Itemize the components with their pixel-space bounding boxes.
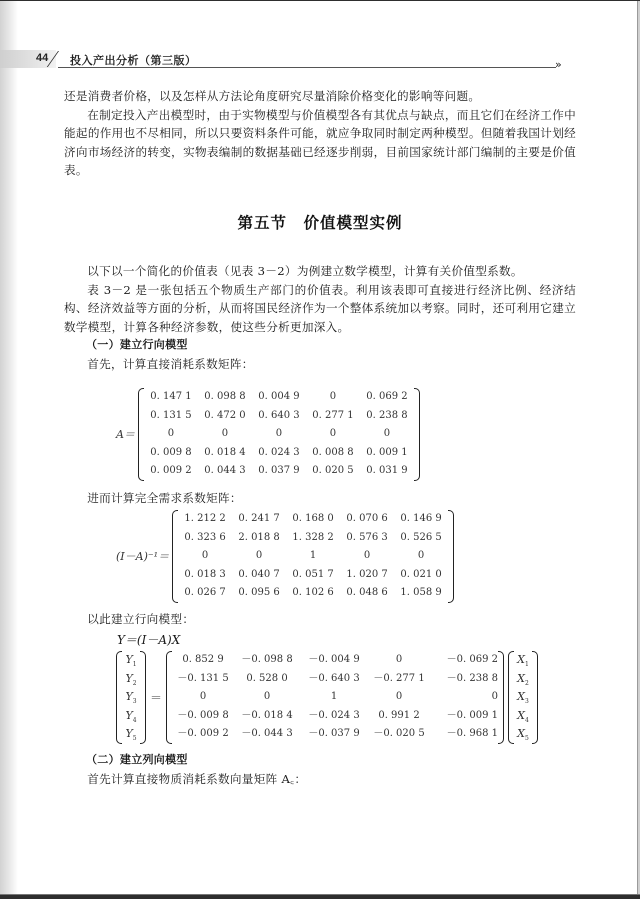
matrix-cell: 0. 146 9 <box>400 513 442 524</box>
matrix-a-label: A＝ <box>116 428 135 442</box>
matrix-cell: 0. 020 5 <box>312 465 354 476</box>
matrix-cell: －0. 009 1 <box>446 709 499 721</box>
matrix-cell: 0. 009 8 <box>150 446 192 458</box>
matrix-cell: －0. 020 5 <box>373 728 425 739</box>
matrix-cell: 0. 009 2 <box>150 465 192 476</box>
matrix-cell: 2. 018 8 <box>238 531 280 543</box>
matrix-cell: 1. 020 7 <box>346 568 388 580</box>
paragraph: 表 3－2 是一张包括五个物质生产部门的价值表。利用该表即可直接进行经济比例、经济结构、经济效益等方面的分析，从而将国民经济作为一个整体系统加以考察。同时，还可利用它建立数学模型，计算各种经济参数，使这些分析更加深入。 <box>64 282 576 334</box>
matrix-cell: 0 <box>395 654 403 665</box>
matrix-cell: 0. 852 9 <box>182 654 224 665</box>
window-top-border <box>0 0 640 1</box>
vector-element: $Y_5$ <box>125 727 137 743</box>
matrix-cell: 0. 040 7 <box>238 568 280 580</box>
running-header <box>0 50 640 72</box>
subsection-heading: （一）建立行向模型 <box>86 338 188 351</box>
matrix-cell: 0. 323 6 <box>184 531 226 543</box>
vector-element: $X_3$ <box>517 690 529 706</box>
inverse-matrix <box>172 510 454 603</box>
matrix-cell: 0 <box>395 691 403 702</box>
matrix-cell: 0 <box>329 391 337 402</box>
matrix-cell: 0. 526 5 <box>400 531 442 543</box>
section-title: 第五节 价值模型实例 <box>237 214 403 232</box>
matrix-cell: 0. 004 9 <box>258 391 300 402</box>
matrix-cell: 0 <box>363 550 371 561</box>
paragraph: 进而计算完全需求系数矩阵： <box>87 491 242 505</box>
matrix-cell: 0. 168 0 <box>292 513 334 524</box>
vector-element: $X_4$ <box>517 708 529 724</box>
matrix-cell: 0. 024 3 <box>258 446 300 458</box>
matrix-cell: 0 <box>275 428 283 439</box>
section-text-block <box>64 262 576 373</box>
matrix-a-equation <box>116 388 420 481</box>
double-chevron-right-icon: » <box>555 58 559 71</box>
matrix-cell: 1. 328 2 <box>292 531 334 543</box>
matrix-cell: －0. 131 5 <box>177 672 229 684</box>
matrix-cell: －0. 037 9 <box>308 728 360 739</box>
paragraph: 在制定投入产出模型时，由于实物模型与价值模型各有其优点与缺点，而且它们在经济工作中能起的作用也不尽相同，所以只要资料条件可能，就应争取同时制定两种模型。但随着我国计划经济向市场经济的转变，实物表编制的数据基础已经逐步削弱，目前国家统计部门编制的主要是价值表。 <box>64 107 576 177</box>
matrix-a <box>138 388 420 481</box>
matrix-cell: 0. 044 3 <box>204 465 246 476</box>
matrix-cell: －0. 640 3 <box>308 672 360 684</box>
matrix-cell: －0. 044 3 <box>241 728 293 739</box>
header-rule <box>58 67 556 68</box>
window-bottom-border <box>0 894 640 899</box>
vector-element: $X_5$ <box>517 727 529 743</box>
matrix-cell: 0. 991 2 <box>378 709 420 721</box>
matrix-cell: 0 <box>221 428 229 439</box>
matrix-cell: 0 <box>167 428 175 439</box>
matrix-cell: 0. 576 3 <box>346 531 388 543</box>
intro-text-block <box>64 87 576 180</box>
vector-x <box>508 651 538 744</box>
matrix-cell: 0. 095 6 <box>238 587 280 598</box>
matrix-cell: 1 <box>330 691 338 702</box>
vector-element: $X_1$ <box>517 653 529 669</box>
matrix-cell: 0. 472 0 <box>204 409 246 421</box>
inverse-matrix-label: (I－A)⁻¹＝ <box>116 550 170 564</box>
matrix-cell: 0. 238 8 <box>366 409 408 421</box>
vector-element: $X_2$ <box>517 671 529 687</box>
matrix-cell: 0. 018 3 <box>184 568 226 580</box>
matrix-cell: 0. 008 8 <box>312 446 354 458</box>
vector-element: $Y_3$ <box>125 690 137 706</box>
paragraph: 首先计算直接物质消耗系数向量矩阵 A꜀： <box>87 771 307 786</box>
page-gutter-shadow <box>0 1 18 895</box>
matrix-cell: －0. 968 1 <box>446 728 499 739</box>
matrix-cell: －0. 098 8 <box>241 654 293 665</box>
book-title: 投入产出分析（第三版） <box>70 55 197 67</box>
matrix-cell: 0. 021 0 <box>400 568 442 580</box>
column-model-text <box>64 751 576 788</box>
matrix-cell: －0. 018 4 <box>241 709 293 721</box>
paragraph: 以此建立行向模型： <box>87 612 195 626</box>
matrix-cell: 0 <box>491 691 499 702</box>
matrix-cell: 1. 058 9 <box>400 587 442 598</box>
matrix-cell: －0. 238 8 <box>446 672 499 684</box>
matrix-cell: 0 <box>329 428 337 439</box>
vector-y <box>116 651 146 744</box>
matrix-cell: 0. 277 1 <box>312 409 354 421</box>
matrix-cell: 0. 640 3 <box>258 409 300 421</box>
matrix-cell: －0. 009 2 <box>177 728 229 739</box>
matrix-cell: 0. 147 1 <box>150 391 192 402</box>
matrix-cell: 0. 241 7 <box>238 513 280 524</box>
matrix-cell: 0. 048 6 <box>346 587 388 598</box>
matrix-cell: 0. 131 5 <box>150 409 192 421</box>
paragraph: 首先，计算直接消耗系数矩阵： <box>87 356 254 371</box>
matrix-cell: 0. 009 1 <box>366 446 408 458</box>
matrix-cell: 0. 037 9 <box>258 465 300 476</box>
paragraph: 还是消费者价格，以及怎样从方法论角度研究尽量消除价格变化的影响等问题。 <box>64 89 481 103</box>
row-model-equation <box>116 651 538 744</box>
vector-element: $Y_2$ <box>125 671 137 687</box>
row-model-formula: Y＝(I－A)X <box>117 633 181 647</box>
matrix-cell: 1. 212 2 <box>184 513 226 524</box>
matrix-cell: －0. 024 3 <box>308 709 360 721</box>
inverse-matrix-equation <box>116 510 454 603</box>
vector-element: $Y_4$ <box>125 708 137 724</box>
page-number: 44 <box>36 52 49 64</box>
matrix-cell: 0. 069 2 <box>366 391 408 402</box>
matrix-cell: 0. 051 7 <box>292 568 334 580</box>
matrix-cell: 0. 102 6 <box>292 587 334 598</box>
total-demand-text <box>64 489 576 508</box>
equals-sign: ＝ <box>150 690 163 705</box>
matrix-cell: 0 <box>255 550 263 561</box>
matrix-cell: 0. 070 6 <box>346 513 388 524</box>
matrix-cell: －0. 069 2 <box>446 654 499 665</box>
matrix-cell: 0 <box>199 691 207 702</box>
coefficient-matrix <box>166 651 504 744</box>
row-model-text <box>64 610 576 629</box>
matrix-cell: 0 <box>383 428 391 439</box>
matrix-cell: 0. 031 9 <box>366 465 408 476</box>
matrix-cell: 0. 018 4 <box>204 446 246 458</box>
paragraph: 以下以一个简化的价值表（见表 3－2）为例建立数学模型，计算有关价值型系数。 <box>87 264 523 278</box>
subsection-heading: （二）建立列向模型 <box>86 753 188 766</box>
matrix-cell: －0. 277 1 <box>373 672 425 684</box>
matrix-cell: －0. 009 8 <box>177 709 229 721</box>
matrix-cell: 0. 026 7 <box>184 587 226 598</box>
matrix-cell: 0 <box>417 550 425 561</box>
matrix-cell: 0 <box>201 550 209 561</box>
matrix-cell: 0. 098 8 <box>204 391 246 402</box>
vector-element: $Y_1$ <box>125 653 137 669</box>
matrix-cell: 0 <box>263 691 271 702</box>
matrix-cell: －0. 004 9 <box>308 654 360 665</box>
matrix-cell: 1 <box>309 550 317 561</box>
matrix-cell: 0. 528 0 <box>246 672 288 684</box>
